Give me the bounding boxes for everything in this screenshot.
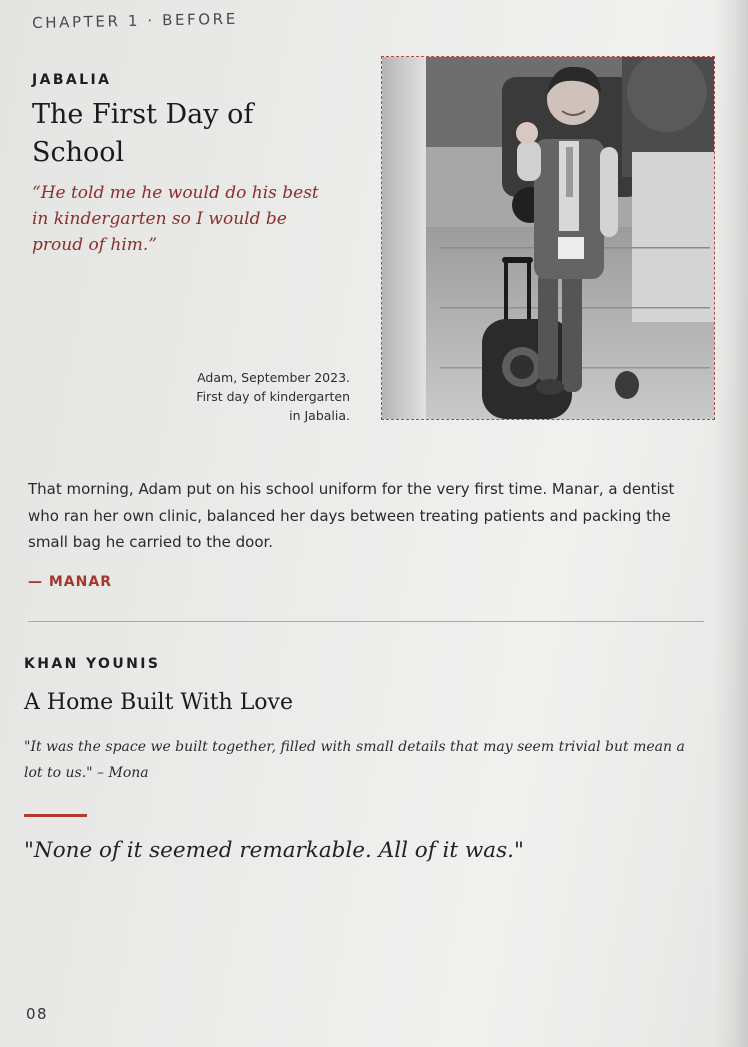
pull-quote: "None of it seemed remarkable. All of it was." (24, 838, 524, 863)
story2-quote: "It was the space we built together, filled with small details that may seem trivial but mean a lot to us." – Mona (24, 739, 685, 781)
page-edge-shadow (714, 0, 748, 1047)
caption-line: in Jabalia. (289, 408, 350, 423)
story2-title: A Home Built With Love (24, 690, 293, 715)
chapter-heading: CHAPTER 1 · BEFORE (32, 9, 238, 32)
story1-location: JABALIA (32, 72, 112, 88)
story2-location: KHAN YOUNIS (24, 656, 161, 672)
story1-quote: “He told me he would do his best in kindergarten so I would be proud of him.” (32, 183, 319, 255)
boy-with-backpack-photo (382, 57, 714, 419)
section-divider (28, 621, 704, 622)
photo-frame (381, 56, 715, 420)
story1-title: The First Day of School (32, 99, 254, 168)
story1-attribution: — MANAR (28, 574, 112, 590)
story1-body: That morning, Adam put on his school uniform for the very first time. Manar, a dentist who ran her own clinic, balanced her days between treating patients and packing the small bag he carried to the door. (28, 480, 675, 551)
caption-line: Adam, September 2023. (197, 370, 350, 385)
page-number: 08 (26, 1005, 49, 1023)
accent-rule (24, 814, 87, 817)
caption-line: First day of kindergarten (196, 389, 350, 404)
photo-caption (180, 368, 350, 425)
